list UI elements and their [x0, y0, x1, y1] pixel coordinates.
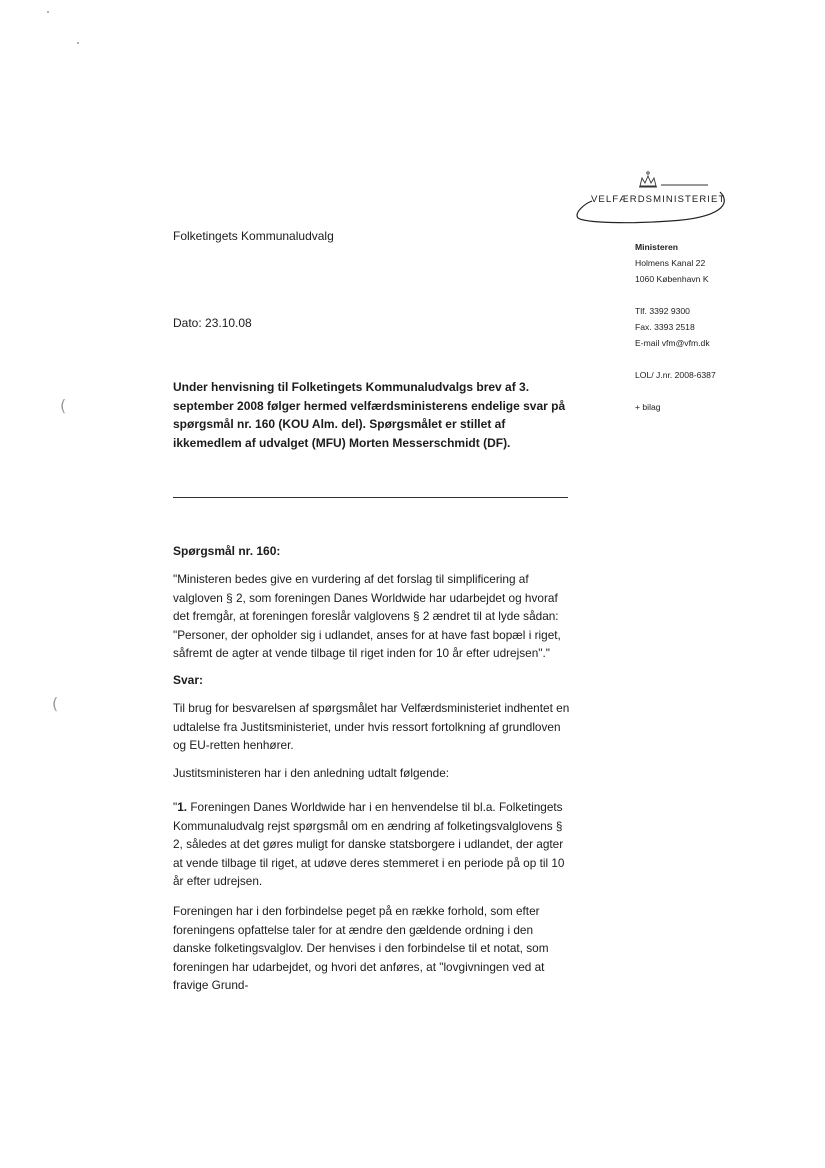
answer-paragraph-1: Til brug for besvarelsen af spørgsmålet har Velfærdsministeriet indhentet en udtalelse fra Justitsministeriet, under hvis ressort fortolkning af grundloven og EU-retten henhører.	[173, 701, 570, 752]
sender-address-city: 1060 København K	[635, 274, 709, 284]
punch-hole-mark: (	[52, 694, 59, 713]
sender-title: Ministeren	[635, 242, 678, 252]
attachment-note: + bilag	[635, 402, 661, 412]
intro-paragraph: Under henvisning til Folketingets Kommunaludvalgs brev af 3. september 2008 følger hermed velfærdsministerens endelige svar på spørgsmål nr. 160 (KOU Alm. del). Spørgsmålet er stillet af ikkemedlem af udvalget (MFU) Morten Messerschmidt (DF).	[173, 380, 566, 451]
section-number: 1.	[177, 800, 188, 814]
answer-paragraph-2: Justitsministeren har i den anledning udtalt følgende:	[173, 766, 450, 780]
scan-speck	[47, 11, 49, 13]
sender-phone: Tlf. 3392 9300	[635, 306, 690, 316]
recipient: Folketingets Kommunaludvalg	[173, 229, 334, 243]
ministry-name: VELFÆRDSMINISTERIET	[591, 194, 726, 205]
question-text: "Ministeren bedes give en vurdering af det forslag til simplificering af valgloven § 2, som foreningen Danes Worldwide har udarbejdet og hvoraf det fremgår, at foreningen foreslår valglovens § 2 ændret til at lyde sådan: "Personer, der opholder sig i udlandet, anses for at have fast bopæl i riget, såfremt de agter at vende tilbage til riget inden for 10 år efter udrejsen"."	[173, 572, 561, 660]
sender-address-street: Holmens Kanal 22	[635, 258, 706, 268]
quote-mark: "	[173, 800, 178, 814]
divider	[173, 497, 568, 498]
journal-number: LOL/ J.nr. 2008-6387	[635, 370, 716, 380]
sender-fax: Fax. 3393 2518	[635, 322, 695, 332]
ministry-logo	[570, 168, 740, 238]
scan-speck	[77, 42, 79, 44]
answer-heading: Svar:	[173, 673, 204, 687]
letter-date: Dato: 23.10.08	[173, 316, 252, 330]
answer-paragraph-3	[173, 798, 573, 891]
sender-email: E-mail vfm@vfm.dk	[635, 338, 710, 348]
punch-hole-mark: (	[60, 396, 67, 415]
answer-paragraph-4: Foreningen har i den forbindelse peget på en række forhold, som efter foreningens opfattelse taler for at ændre den gældende ordning i den danske folketingsvalglov. Der henvises i den forbindelse til et notat, som foreningen har udarbejdet, og hvori det anføres, at "lovgivningen ved at fravige Grund-	[173, 904, 549, 992]
question-heading: Spørgsmål nr. 160:	[173, 544, 281, 558]
answer-paragraph-3-text: Foreningen Danes Worldwide har i en henvendelse til bl.a. Folketingets Kommunaludvalg rejst spørgsmål om en ændring af folketingsvalglovens § 2, således at det gøres muligt for danske statsborgere i udlandet, der agter at vende tilbage til riget, at udøve deres stemmeret i en periode på op til 10 år efter udrejsen.	[173, 800, 565, 888]
